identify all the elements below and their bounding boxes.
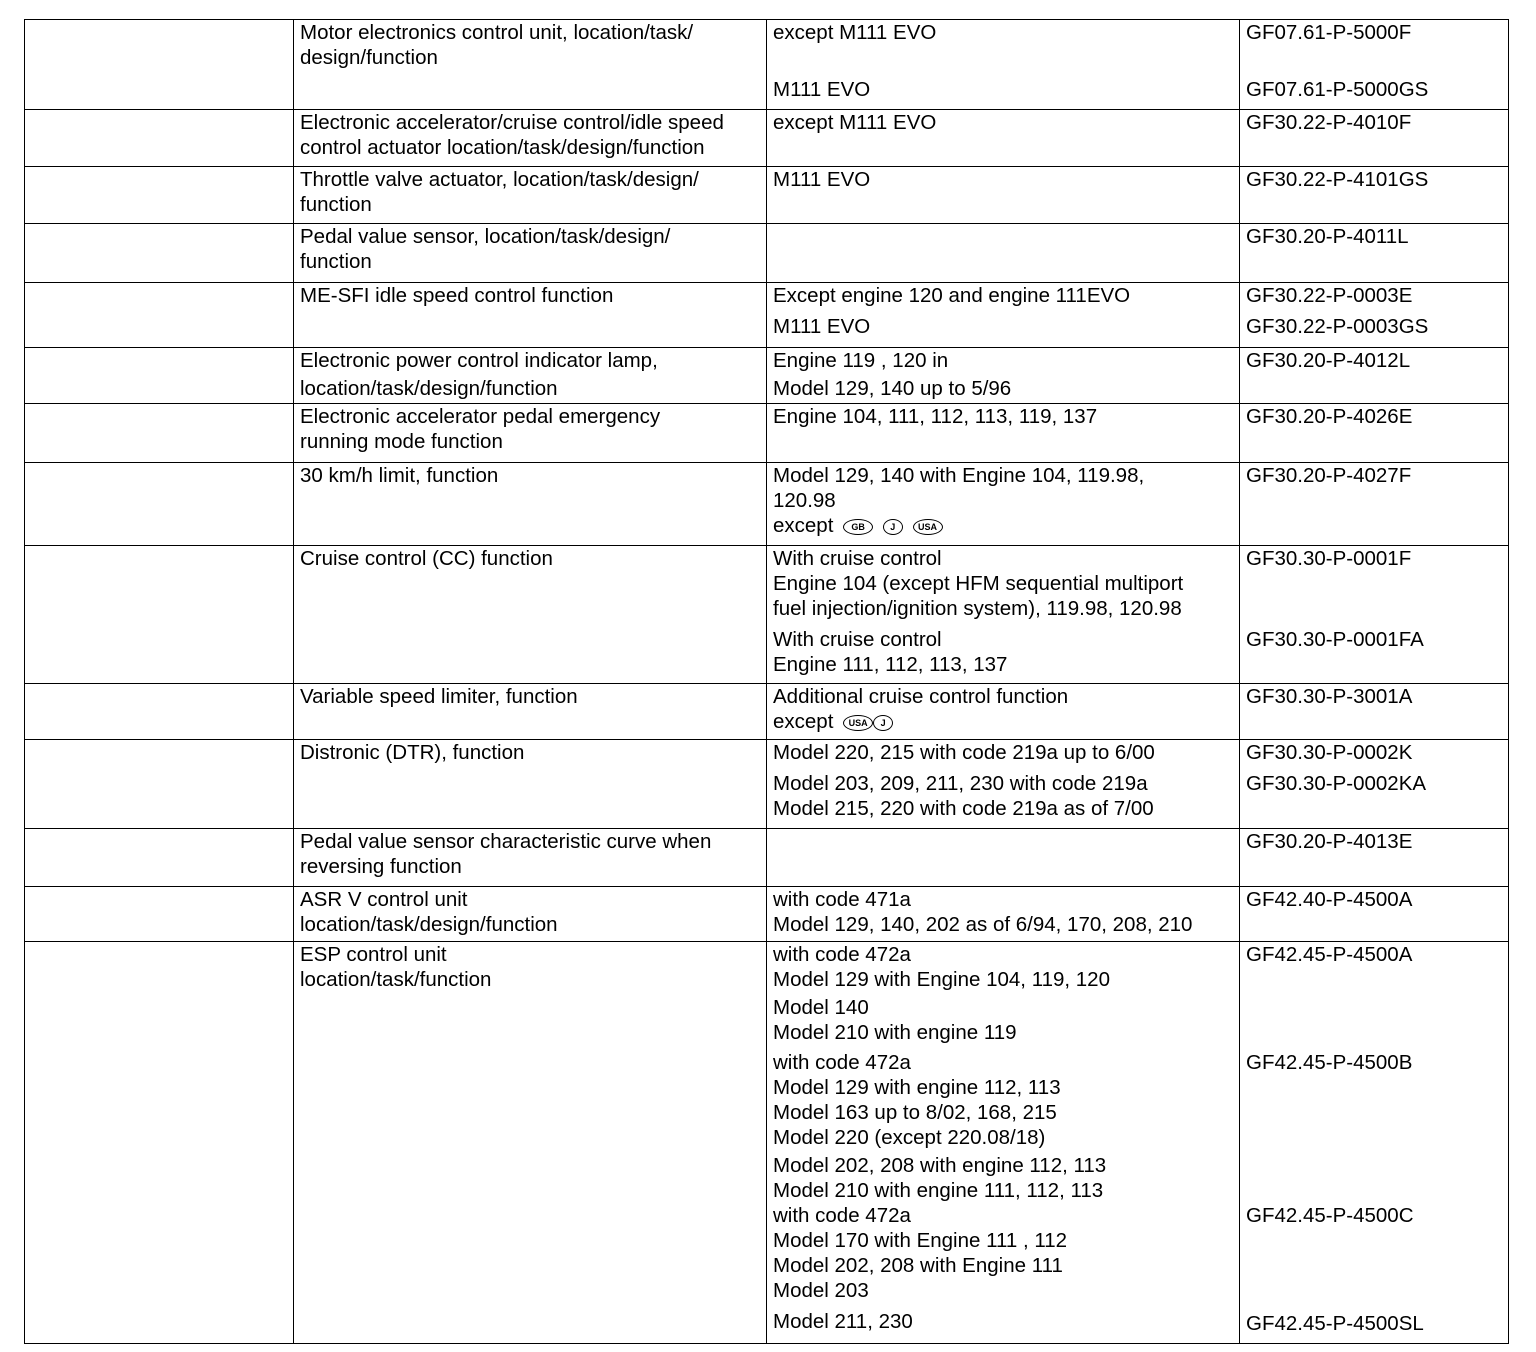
description-line: Electronic accelerator/cruise control/idle speed — [300, 111, 724, 134]
condition-line: Model 129, 140 up to 5/96 — [773, 377, 1012, 400]
document-number-cell — [1240, 167, 1509, 224]
document-number-cell — [1240, 110, 1509, 167]
condition-line: Model 210 with engine 111, 112, 113 — [773, 1179, 1104, 1202]
document-number: GF30.30-P-3001A — [1246, 685, 1413, 708]
condition-cell — [767, 283, 1240, 348]
condition-line: Model 129, 140 with Engine 104, 119.98, — [773, 464, 1145, 487]
document-number: GF30.30-P-0002KA — [1246, 772, 1427, 795]
condition-line: Model 220, 215 with code 219a up to 6/00 — [773, 741, 1155, 764]
condition-cell — [767, 887, 1240, 942]
document-number-cell — [1240, 829, 1509, 887]
condition-line: Model 129 with engine 112, 113 — [773, 1076, 1061, 1099]
condition-cell — [767, 546, 1240, 684]
country-badge-j: J — [883, 519, 903, 535]
description-cell — [294, 110, 767, 167]
blank-cell — [25, 167, 294, 224]
document-number: GF30.30-P-0002K — [1246, 741, 1413, 764]
condition-line: With cruise control — [773, 547, 942, 570]
description-cell — [294, 887, 767, 942]
condition-cell — [767, 404, 1240, 463]
document-number-cell — [1240, 463, 1509, 546]
condition-line: Engine 119 , 120 in — [773, 349, 949, 372]
description-line: Cruise control (CC) function — [300, 547, 553, 570]
condition-line: Model 202, 208 with Engine 111 — [773, 1254, 1063, 1277]
condition-line: Model 211, 230 — [773, 1310, 913, 1333]
description-line: Electronic accelerator pedal emergency — [300, 405, 661, 428]
condition-line: M111 EVO — [773, 78, 871, 101]
description-line: design/function — [300, 46, 438, 69]
condition-line: with code 472a — [773, 943, 911, 966]
document-number: GF30.20-P-4013E — [1246, 830, 1413, 853]
condition-line: with code 472a — [773, 1204, 911, 1227]
description-cell — [294, 942, 767, 1344]
document-number-cell — [1240, 20, 1509, 110]
description-cell — [294, 684, 767, 740]
country-badge-gb: GB — [843, 519, 873, 535]
table-row — [25, 942, 1509, 1344]
blank-cell — [25, 684, 294, 740]
description-cell — [294, 463, 767, 546]
table-row — [25, 887, 1509, 942]
table-row — [25, 283, 1509, 348]
condition-cell — [767, 167, 1240, 224]
description-cell — [294, 404, 767, 463]
document-number: GF07.61-P-5000F — [1246, 21, 1412, 44]
table-row — [25, 20, 1509, 110]
blank-cell — [25, 546, 294, 684]
document-number-cell — [1240, 348, 1509, 404]
condition-line: Model 203 — [773, 1279, 869, 1302]
condition-line: Additional cruise control function — [773, 685, 1069, 708]
description-cell — [294, 348, 767, 404]
description-cell — [294, 546, 767, 684]
description-cell — [294, 740, 767, 829]
blank-cell — [25, 404, 294, 463]
blank-cell — [25, 110, 294, 167]
except-label: except — [773, 710, 834, 733]
table-row — [25, 110, 1509, 167]
document-number: GF30.22-P-0003E — [1246, 284, 1413, 307]
document-number-cell — [1240, 283, 1509, 348]
description-line: control actuator location/task/design/function — [300, 136, 705, 159]
blank-cell — [25, 20, 294, 110]
description-line: 30 km/h limit, function — [300, 464, 499, 487]
document-number-cell — [1240, 224, 1509, 283]
document-number: GF42.45-P-4500C — [1246, 1204, 1414, 1227]
document-number: GF30.22-P-4101GS — [1246, 168, 1429, 191]
condition-line: Except engine 120 and engine 111EVO — [773, 284, 1131, 307]
description-line: Pedal value sensor characteristic curve when — [300, 830, 712, 853]
condition-cell — [767, 829, 1240, 887]
description-line: Distronic (DTR), function — [300, 741, 525, 764]
condition-line: Model 220 (except 220.08/18) — [773, 1126, 1046, 1149]
description-line: location/task/function — [300, 968, 492, 991]
condition-line: Model 170 with Engine 111 , 112 — [773, 1229, 1068, 1252]
blank-cell — [25, 740, 294, 829]
condition-line: except M111 EVO — [773, 111, 937, 134]
document-number-cell — [1240, 684, 1509, 740]
document-number: GF42.45-P-4500SL — [1246, 1312, 1424, 1335]
blank-cell — [25, 348, 294, 404]
condition-cell — [767, 20, 1240, 110]
table-row — [25, 829, 1509, 887]
condition-line: fuel injection/ignition system), 119.98, 120.98 — [773, 597, 1182, 620]
description-line: Motor electronics control unit, location/task/ — [300, 21, 694, 44]
document-number: GF30.30-P-0001F — [1246, 547, 1412, 570]
table-row — [25, 546, 1509, 684]
condition-line: 120.98 — [773, 489, 836, 512]
document-table — [24, 19, 1509, 1344]
table-row — [25, 404, 1509, 463]
table-row — [25, 167, 1509, 224]
description-line: Variable speed limiter, function — [300, 685, 578, 708]
document-number-cell — [1240, 404, 1509, 463]
description-line: reversing function — [300, 855, 462, 878]
document-number-cell — [1240, 546, 1509, 684]
condition-line: Model 129 with Engine 104, 119, 120 — [773, 968, 1110, 991]
description-line: Throttle valve actuator, location/task/design/ — [300, 168, 699, 191]
blank-cell — [25, 463, 294, 546]
document-number-cell — [1240, 740, 1509, 829]
description-line: function — [300, 193, 372, 216]
condition-line: Model 129, 140, 202 as of 6/94, 170, 208, 210 — [773, 913, 1193, 936]
country-badge-j: J — [873, 715, 893, 731]
blank-cell — [25, 942, 294, 1344]
condition-line: with code 472a — [773, 1051, 911, 1074]
table-row — [25, 224, 1509, 283]
document-number: GF30.20-P-4011L — [1246, 225, 1409, 248]
condition-line: With cruise control — [773, 628, 942, 651]
document-number: GF07.61-P-5000GS — [1246, 78, 1429, 101]
description-line: Electronic power control indicator lamp, — [300, 349, 658, 372]
document-number: GF30.30-P-0001FA — [1246, 628, 1424, 651]
condition-line: M111 EVO — [773, 168, 871, 191]
except-line — [773, 513, 1233, 538]
description-line: location/task/design/function — [300, 913, 558, 936]
condition-cell — [767, 348, 1240, 404]
description-line: ESP control unit — [300, 943, 447, 966]
blank-cell — [25, 887, 294, 942]
condition-cell — [767, 684, 1240, 740]
document-number: GF30.20-P-4027F — [1246, 464, 1412, 487]
condition-line: Model 140 — [773, 996, 869, 1019]
document-number: GF30.20-P-4012L — [1246, 349, 1411, 372]
condition-line: Model 163 up to 8/02, 168, 215 — [773, 1101, 1057, 1124]
condition-line: with code 471a — [773, 888, 911, 911]
description-line: Pedal value sensor, location/task/design/ — [300, 225, 671, 248]
condition-cell — [767, 224, 1240, 283]
description-cell — [294, 829, 767, 887]
country-badge-usa: USA — [913, 519, 943, 535]
table-row — [25, 348, 1509, 404]
table-row — [25, 740, 1509, 829]
table-row — [25, 463, 1509, 546]
description-cell — [294, 167, 767, 224]
condition-cell — [767, 110, 1240, 167]
condition-cell — [767, 942, 1240, 1344]
description-line: ME-SFI idle speed control function — [300, 284, 614, 307]
description-line: running mode function — [300, 430, 503, 453]
blank-cell — [25, 224, 294, 283]
condition-line: Model 202, 208 with engine 112, 113 — [773, 1154, 1107, 1177]
document-number: GF42.45-P-4500A — [1246, 943, 1413, 966]
condition-line: Engine 104, 111, 112, 113, 119, 137 — [773, 405, 1098, 428]
description-line: function — [300, 250, 372, 273]
except-label: except — [773, 514, 834, 537]
description-cell — [294, 283, 767, 348]
document-number: GF30.22-P-0003GS — [1246, 315, 1429, 338]
condition-line: except M111 EVO — [773, 21, 937, 44]
country-badge-usa: USA — [843, 715, 873, 731]
condition-line: Engine 104 (except HFM sequential multiport — [773, 572, 1184, 595]
except-line — [773, 709, 1233, 734]
condition-line: Engine 111, 112, 113, 137 — [773, 653, 1008, 676]
description-line: ASR V control unit — [300, 888, 468, 911]
document-number: GF42.45-P-4500B — [1246, 1051, 1413, 1074]
description-cell — [294, 224, 767, 283]
description-line: location/task/design/function — [300, 377, 558, 400]
condition-cell — [767, 463, 1240, 546]
document-number: GF30.22-P-4010F — [1246, 111, 1412, 134]
blank-cell — [25, 829, 294, 887]
condition-line: M111 EVO — [773, 315, 871, 338]
description-cell — [294, 20, 767, 110]
table-row — [25, 684, 1509, 740]
document-number: GF30.20-P-4026E — [1246, 405, 1413, 428]
condition-line: Model 203, 209, 211, 230 with code 219a — [773, 772, 1148, 795]
condition-cell — [767, 740, 1240, 829]
document-number: GF42.40-P-4500A — [1246, 888, 1413, 911]
blank-cell — [25, 283, 294, 348]
condition-line: Model 215, 220 with code 219a as of 7/00 — [773, 797, 1154, 820]
document-number-cell — [1240, 942, 1509, 1344]
document-number-cell — [1240, 887, 1509, 942]
condition-line: Model 210 with engine 119 — [773, 1021, 1017, 1044]
